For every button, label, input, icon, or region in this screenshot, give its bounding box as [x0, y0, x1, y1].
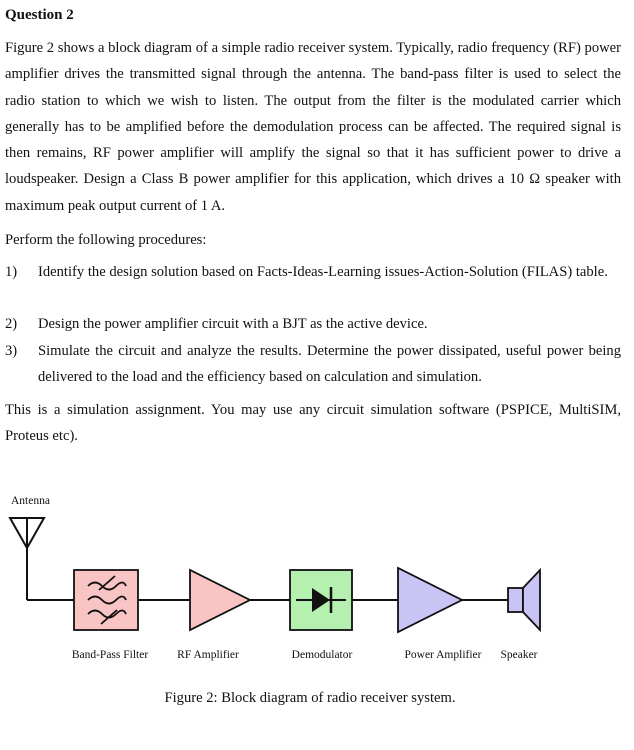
figure-caption: Figure 2: Block diagram of radio receiver system. [164, 690, 456, 706]
block-label-speaker: Speaker [500, 649, 538, 661]
block-label-rf-amplifier: RF Amplifier [177, 649, 239, 661]
question-title: Question 2 [5, 7, 74, 23]
problem-description: Figure 2 shows a block diagram of a simple radio receiver system. Typically, radio frequency (RF) power amplifier drives the transmitted signal through the antenna. The band-pass filter is used to select the radio station to which we wish to listen. The output from the filter is the modulated carrier which generally has to be amplified before the demodulation process can be affected. The required signal is then remains, RF power amplifier will amplify the signal so that it has sufficient power to drive a loudspeaker. Design a Class B power amplifier for this application, which drives a 10 Ω speaker with maximum peak output current of 1 A. [5, 40, 621, 214]
procedure-number: 3) [5, 343, 18, 359]
procedure-list-1 [5, 259, 621, 285]
procedure-list-2 [5, 311, 621, 337]
antenna-icon [10, 518, 44, 600]
power-amplifier-icon [398, 568, 462, 632]
procedure-item [5, 338, 621, 391]
procedure-number: 2) [5, 316, 18, 332]
closing-note: This is a simulation assignment. You may use any circuit simulation software (PSPICE, MultiSIM, Proteus etc). [5, 402, 621, 445]
procedures-intro: Perform the following procedures: [5, 232, 207, 248]
block-label-band-pass-filter: Band-Pass Filter [71, 649, 149, 661]
procedure-list-3 [5, 338, 621, 391]
filter-box [74, 570, 138, 630]
block-label-demodulator: Demodulator [291, 649, 353, 661]
rf-amplifier-icon [190, 570, 250, 630]
demodulator-block [290, 570, 352, 630]
block-diagram [0, 480, 634, 680]
procedure-text: Identify the design solution based on Facts-Ideas-Learning issues-Action-Solution (FILAS) table. [38, 264, 608, 280]
procedure-text: Simulate the circuit and analyze the results. Determine the power dissipated, useful power being delivered to the load and the efficiency based on calculation and simulation. [38, 343, 621, 386]
band-pass-filter-block [74, 570, 138, 630]
speaker-icon [508, 570, 540, 630]
block-label-power-amplifier: Power Amplifier [404, 649, 482, 661]
procedure-item [5, 259, 621, 285]
procedure-text: Design the power amplifier circuit with a BJT as the active device. [38, 316, 428, 332]
procedure-item [5, 311, 621, 337]
antenna-label: Antenna [11, 495, 50, 507]
procedure-number: 1) [5, 264, 18, 280]
